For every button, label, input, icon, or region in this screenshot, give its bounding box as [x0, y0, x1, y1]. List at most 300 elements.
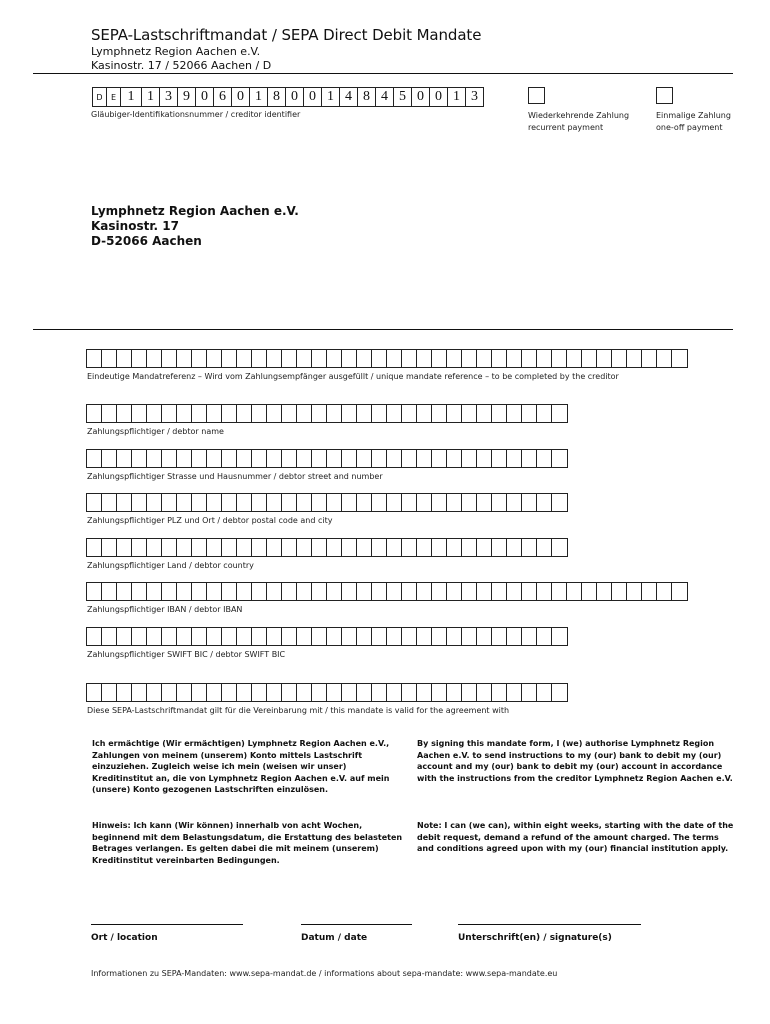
char-cell[interactable]	[102, 684, 117, 701]
char-cell[interactable]	[357, 684, 372, 701]
char-cell[interactable]	[342, 539, 357, 556]
char-cell[interactable]	[417, 350, 432, 367]
char-cell[interactable]	[297, 684, 312, 701]
char-cell[interactable]	[642, 350, 657, 367]
char-cell[interactable]	[537, 539, 552, 556]
char-cell[interactable]	[132, 684, 147, 701]
char-cell[interactable]	[297, 583, 312, 600]
char-cell[interactable]	[177, 583, 192, 600]
char-cell[interactable]	[327, 539, 342, 556]
char-cell[interactable]	[492, 450, 507, 467]
char-cell[interactable]	[87, 628, 102, 645]
char-cell[interactable]	[117, 450, 132, 467]
char-cell[interactable]	[507, 684, 522, 701]
char-cell[interactable]	[417, 405, 432, 422]
char-cell[interactable]	[207, 350, 222, 367]
char-cell[interactable]	[237, 539, 252, 556]
char-cell[interactable]	[312, 450, 327, 467]
char-cell[interactable]	[267, 583, 282, 600]
char-cell[interactable]	[102, 450, 117, 467]
char-cell[interactable]	[237, 684, 252, 701]
debtor-street-label: Zahlungspflichtiger Strasse und Hausnummer / debtor street and number	[87, 472, 383, 481]
char-cell[interactable]	[267, 450, 282, 467]
char-cell[interactable]	[492, 494, 507, 511]
char-cell[interactable]	[402, 405, 417, 422]
char-cell[interactable]	[387, 583, 402, 600]
date-line[interactable]	[301, 924, 412, 925]
char-cell[interactable]	[312, 494, 327, 511]
char-cell[interactable]	[162, 539, 177, 556]
char-cell[interactable]	[327, 494, 342, 511]
char-cell[interactable]	[207, 583, 222, 600]
char-cell[interactable]	[477, 405, 492, 422]
char-cell[interactable]	[192, 450, 207, 467]
char-cell[interactable]	[147, 405, 162, 422]
char-cell[interactable]	[657, 583, 672, 600]
char-cell[interactable]	[192, 405, 207, 422]
char-cell[interactable]	[177, 494, 192, 511]
char-cell[interactable]	[222, 350, 237, 367]
oneoff-payment-checkbox[interactable]	[656, 87, 673, 104]
char-cell[interactable]	[162, 583, 177, 600]
char-cell[interactable]	[327, 583, 342, 600]
char-cell[interactable]	[342, 494, 357, 511]
char-cell[interactable]	[252, 494, 267, 511]
char-cell[interactable]	[372, 450, 387, 467]
char-cell[interactable]	[372, 350, 387, 367]
char-cell[interactable]	[552, 628, 567, 645]
char-cell[interactable]	[447, 450, 462, 467]
char-cell[interactable]	[327, 405, 342, 422]
debtor-name-input[interactable]	[86, 404, 568, 423]
char-cell[interactable]	[357, 405, 372, 422]
char-cell[interactable]	[462, 350, 477, 367]
char-cell[interactable]	[567, 350, 582, 367]
char-cell[interactable]	[552, 450, 567, 467]
char-cell[interactable]	[522, 539, 537, 556]
char-cell[interactable]	[357, 539, 372, 556]
char-cell[interactable]	[357, 450, 372, 467]
char-cell[interactable]	[147, 494, 162, 511]
char-cell[interactable]	[552, 350, 567, 367]
creditor-id-char: 4	[376, 88, 394, 106]
debtor-name-label: Zahlungspflichtiger / debtor name	[87, 427, 224, 436]
char-cell[interactable]	[327, 684, 342, 701]
char-cell[interactable]	[417, 494, 432, 511]
char-cell[interactable]	[117, 405, 132, 422]
char-cell[interactable]	[192, 684, 207, 701]
creditor-id-char: 0	[286, 88, 304, 106]
char-cell[interactable]	[417, 684, 432, 701]
char-cell[interactable]	[252, 450, 267, 467]
char-cell[interactable]	[282, 628, 297, 645]
char-cell[interactable]	[177, 684, 192, 701]
char-cell[interactable]	[447, 628, 462, 645]
char-cell[interactable]	[267, 684, 282, 701]
char-cell[interactable]	[402, 539, 417, 556]
char-cell[interactable]	[117, 583, 132, 600]
char-cell[interactable]	[297, 539, 312, 556]
char-cell[interactable]	[342, 450, 357, 467]
char-cell[interactable]	[342, 684, 357, 701]
char-cell[interactable]	[282, 350, 297, 367]
char-cell[interactable]	[582, 350, 597, 367]
char-cell[interactable]	[537, 583, 552, 600]
char-cell[interactable]	[432, 450, 447, 467]
char-cell[interactable]	[252, 684, 267, 701]
char-cell[interactable]	[87, 494, 102, 511]
char-cell[interactable]	[87, 583, 102, 600]
char-cell[interactable]	[402, 450, 417, 467]
char-cell[interactable]	[552, 583, 567, 600]
char-cell[interactable]	[462, 684, 477, 701]
recurrent-payment-checkbox[interactable]	[528, 87, 545, 104]
char-cell[interactable]	[417, 628, 432, 645]
char-cell[interactable]	[612, 583, 627, 600]
char-cell[interactable]	[372, 539, 387, 556]
char-cell[interactable]	[162, 350, 177, 367]
char-cell[interactable]	[222, 539, 237, 556]
char-cell[interactable]	[672, 350, 687, 367]
char-cell[interactable]	[222, 583, 237, 600]
char-cell[interactable]	[87, 405, 102, 422]
char-cell[interactable]	[477, 539, 492, 556]
char-cell[interactable]	[117, 350, 132, 367]
char-cell[interactable]	[177, 405, 192, 422]
char-cell[interactable]	[147, 450, 162, 467]
char-cell[interactable]	[522, 494, 537, 511]
char-cell[interactable]	[372, 583, 387, 600]
char-cell[interactable]	[282, 539, 297, 556]
char-cell[interactable]	[372, 405, 387, 422]
char-cell[interactable]	[282, 450, 297, 467]
char-cell[interactable]	[342, 350, 357, 367]
char-cell[interactable]	[387, 628, 402, 645]
char-cell[interactable]	[612, 350, 627, 367]
char-cell[interactable]	[177, 539, 192, 556]
char-cell[interactable]	[132, 583, 147, 600]
char-cell[interactable]	[627, 350, 642, 367]
char-cell[interactable]	[207, 450, 222, 467]
char-cell[interactable]	[237, 583, 252, 600]
creditor-id-char: 0	[412, 88, 430, 106]
char-cell[interactable]	[627, 583, 642, 600]
debtor-street-input[interactable]	[86, 449, 568, 468]
char-cell[interactable]	[522, 583, 537, 600]
char-cell[interactable]	[552, 405, 567, 422]
char-cell[interactable]	[132, 539, 147, 556]
agreement-input[interactable]	[86, 683, 568, 702]
char-cell[interactable]	[222, 405, 237, 422]
char-cell[interactable]	[162, 450, 177, 467]
char-cell[interactable]	[102, 405, 117, 422]
char-cell[interactable]	[567, 583, 582, 600]
char-cell[interactable]	[192, 350, 207, 367]
char-cell[interactable]	[312, 539, 327, 556]
char-cell[interactable]	[402, 628, 417, 645]
char-cell[interactable]	[147, 539, 162, 556]
char-cell[interactable]	[297, 350, 312, 367]
char-cell[interactable]	[447, 405, 462, 422]
char-cell[interactable]	[117, 684, 132, 701]
location-line[interactable]	[91, 924, 243, 925]
char-cell[interactable]	[477, 583, 492, 600]
char-cell[interactable]	[102, 350, 117, 367]
char-cell[interactable]	[357, 494, 372, 511]
char-cell[interactable]	[507, 350, 522, 367]
mandate-reference-input[interactable]	[86, 349, 688, 368]
char-cell[interactable]	[162, 628, 177, 645]
char-cell[interactable]	[387, 450, 402, 467]
char-cell[interactable]	[342, 583, 357, 600]
char-cell[interactable]	[462, 405, 477, 422]
char-cell[interactable]	[537, 494, 552, 511]
char-cell[interactable]	[162, 684, 177, 701]
char-cell[interactable]	[357, 628, 372, 645]
debtor-postal-input[interactable]	[86, 493, 568, 512]
char-cell[interactable]	[207, 494, 222, 511]
char-cell[interactable]	[447, 684, 462, 701]
char-cell[interactable]	[432, 583, 447, 600]
creditor-id-char: 0	[304, 88, 322, 106]
char-cell[interactable]	[177, 628, 192, 645]
char-cell[interactable]	[102, 539, 117, 556]
char-cell[interactable]	[492, 583, 507, 600]
char-cell[interactable]	[102, 628, 117, 645]
char-cell[interactable]	[387, 684, 402, 701]
char-cell[interactable]	[207, 684, 222, 701]
char-cell[interactable]	[477, 628, 492, 645]
char-cell[interactable]	[342, 628, 357, 645]
char-cell[interactable]	[432, 350, 447, 367]
char-cell[interactable]	[402, 583, 417, 600]
char-cell[interactable]	[327, 350, 342, 367]
char-cell[interactable]	[132, 628, 147, 645]
char-cell[interactable]	[507, 539, 522, 556]
char-cell[interactable]	[87, 684, 102, 701]
recurrent-payment-label: Wiederkehrende Zahlung recurrent payment	[528, 111, 630, 132]
char-cell[interactable]	[267, 350, 282, 367]
char-cell[interactable]	[417, 539, 432, 556]
char-cell[interactable]	[387, 539, 402, 556]
char-cell[interactable]	[132, 450, 147, 467]
char-cell[interactable]	[507, 583, 522, 600]
char-cell[interactable]	[132, 350, 147, 367]
char-cell[interactable]	[357, 583, 372, 600]
char-cell[interactable]	[492, 539, 507, 556]
char-cell[interactable]	[252, 539, 267, 556]
char-cell[interactable]	[597, 350, 612, 367]
char-cell[interactable]	[87, 450, 102, 467]
char-cell[interactable]	[132, 405, 147, 422]
char-cell[interactable]	[477, 350, 492, 367]
char-cell[interactable]	[282, 405, 297, 422]
char-cell[interactable]	[492, 350, 507, 367]
char-cell[interactable]	[402, 494, 417, 511]
char-cell[interactable]	[537, 450, 552, 467]
char-cell[interactable]	[297, 450, 312, 467]
char-cell[interactable]	[447, 350, 462, 367]
creditor-id-char: 1	[142, 88, 160, 106]
char-cell[interactable]	[462, 583, 477, 600]
debtor-bic-input[interactable]	[86, 627, 568, 646]
char-cell[interactable]	[507, 450, 522, 467]
char-cell[interactable]	[642, 583, 657, 600]
char-cell[interactable]	[462, 494, 477, 511]
char-cell[interactable]	[372, 628, 387, 645]
char-cell[interactable]	[147, 583, 162, 600]
char-cell[interactable]	[237, 405, 252, 422]
char-cell[interactable]	[222, 628, 237, 645]
char-cell[interactable]	[117, 628, 132, 645]
char-cell[interactable]	[477, 684, 492, 701]
char-cell[interactable]	[312, 684, 327, 701]
creditor-id-char: 3	[471, 89, 478, 104]
char-cell[interactable]	[387, 405, 402, 422]
char-cell[interactable]	[507, 494, 522, 511]
char-cell[interactable]	[87, 539, 102, 556]
char-cell[interactable]	[582, 583, 597, 600]
char-cell[interactable]	[537, 405, 552, 422]
char-cell[interactable]	[252, 405, 267, 422]
char-cell[interactable]	[507, 405, 522, 422]
char-cell[interactable]	[432, 539, 447, 556]
char-cell[interactable]	[192, 494, 207, 511]
address-line-2: Kasinostr. 17	[91, 219, 179, 233]
char-cell[interactable]	[522, 628, 537, 645]
char-cell[interactable]	[402, 350, 417, 367]
char-cell[interactable]	[132, 494, 147, 511]
char-cell[interactable]	[192, 628, 207, 645]
char-cell[interactable]	[327, 450, 342, 467]
char-cell[interactable]	[522, 350, 537, 367]
char-cell[interactable]	[552, 684, 567, 701]
char-cell[interactable]	[492, 628, 507, 645]
char-cell[interactable]	[207, 539, 222, 556]
char-cell[interactable]	[282, 684, 297, 701]
char-cell[interactable]	[477, 494, 492, 511]
char-cell[interactable]	[222, 684, 237, 701]
char-cell[interactable]	[297, 494, 312, 511]
char-cell[interactable]	[297, 628, 312, 645]
char-cell[interactable]	[177, 450, 192, 467]
char-cell[interactable]	[522, 684, 537, 701]
char-cell[interactable]	[147, 628, 162, 645]
char-cell[interactable]	[162, 405, 177, 422]
char-cell[interactable]	[282, 494, 297, 511]
char-cell[interactable]	[537, 628, 552, 645]
char-cell[interactable]	[522, 450, 537, 467]
char-cell[interactable]	[207, 405, 222, 422]
char-cell[interactable]	[222, 494, 237, 511]
char-cell[interactable]	[432, 684, 447, 701]
char-cell[interactable]	[462, 628, 477, 645]
char-cell[interactable]	[462, 450, 477, 467]
char-cell[interactable]	[312, 583, 327, 600]
char-cell[interactable]	[117, 539, 132, 556]
char-cell[interactable]	[537, 350, 552, 367]
char-cell[interactable]	[252, 628, 267, 645]
char-cell[interactable]	[372, 494, 387, 511]
char-cell[interactable]	[117, 494, 132, 511]
char-cell[interactable]	[417, 450, 432, 467]
char-cell[interactable]	[387, 494, 402, 511]
char-cell[interactable]	[672, 583, 687, 600]
char-cell[interactable]	[432, 494, 447, 511]
char-cell[interactable]	[342, 405, 357, 422]
signature-line[interactable]	[458, 924, 641, 925]
char-cell[interactable]	[597, 583, 612, 600]
char-cell[interactable]	[312, 628, 327, 645]
char-cell[interactable]	[552, 494, 567, 511]
char-cell[interactable]	[267, 494, 282, 511]
char-cell[interactable]	[207, 628, 222, 645]
creditor-id-char: 0	[232, 88, 250, 106]
char-cell[interactable]	[462, 539, 477, 556]
char-cell[interactable]	[147, 684, 162, 701]
char-cell[interactable]	[372, 684, 387, 701]
char-cell[interactable]	[192, 539, 207, 556]
char-cell[interactable]	[417, 583, 432, 600]
char-cell[interactable]	[327, 628, 342, 645]
char-cell[interactable]	[492, 405, 507, 422]
char-cell[interactable]	[267, 628, 282, 645]
char-cell[interactable]	[492, 684, 507, 701]
char-cell[interactable]	[237, 494, 252, 511]
char-cell[interactable]	[162, 494, 177, 511]
char-cell[interactable]	[657, 350, 672, 367]
char-cell[interactable]	[252, 350, 267, 367]
char-cell[interactable]	[267, 539, 282, 556]
char-cell[interactable]	[297, 405, 312, 422]
char-cell[interactable]	[447, 539, 462, 556]
char-cell[interactable]	[312, 405, 327, 422]
char-cell[interactable]	[102, 494, 117, 511]
char-cell[interactable]	[87, 350, 102, 367]
char-cell[interactable]	[252, 583, 267, 600]
char-cell[interactable]	[432, 405, 447, 422]
char-cell[interactable]	[267, 405, 282, 422]
char-cell[interactable]	[357, 350, 372, 367]
char-cell[interactable]	[447, 583, 462, 600]
char-cell[interactable]	[387, 350, 402, 367]
debtor-iban-input[interactable]	[86, 582, 688, 601]
char-cell[interactable]	[552, 539, 567, 556]
refund-note-de: Hinweis: Ich kann (Wir können) innerhalb von acht Wochen, beginnend mit dem Belastungsdatum, die Erstattung des belasteten Betrages verlangen. Es gelten dabei die mit meinem (unserem) Kreditinstitut vereinbarten Bedingungen.	[92, 821, 403, 865]
char-cell[interactable]	[537, 684, 552, 701]
creditor-id-char: E	[107, 88, 121, 106]
char-cell[interactable]	[477, 450, 492, 467]
char-cell[interactable]	[507, 628, 522, 645]
char-cell[interactable]	[237, 350, 252, 367]
signature-label: Unterschrift(en) / signature(s)	[458, 933, 612, 943]
address-line-1: Lymphnetz Region Aachen e.V.	[91, 204, 299, 218]
char-cell[interactable]	[177, 350, 192, 367]
char-cell[interactable]	[147, 350, 162, 367]
char-cell[interactable]	[102, 583, 117, 600]
char-cell[interactable]	[432, 628, 447, 645]
char-cell[interactable]	[402, 684, 417, 701]
char-cell[interactable]	[522, 405, 537, 422]
debtor-country-input[interactable]	[86, 538, 568, 557]
char-cell[interactable]	[447, 494, 462, 511]
char-cell[interactable]	[312, 350, 327, 367]
char-cell[interactable]	[222, 450, 237, 467]
char-cell[interactable]	[282, 583, 297, 600]
char-cell[interactable]	[192, 583, 207, 600]
char-cell[interactable]	[237, 628, 252, 645]
char-cell[interactable]	[237, 450, 252, 467]
